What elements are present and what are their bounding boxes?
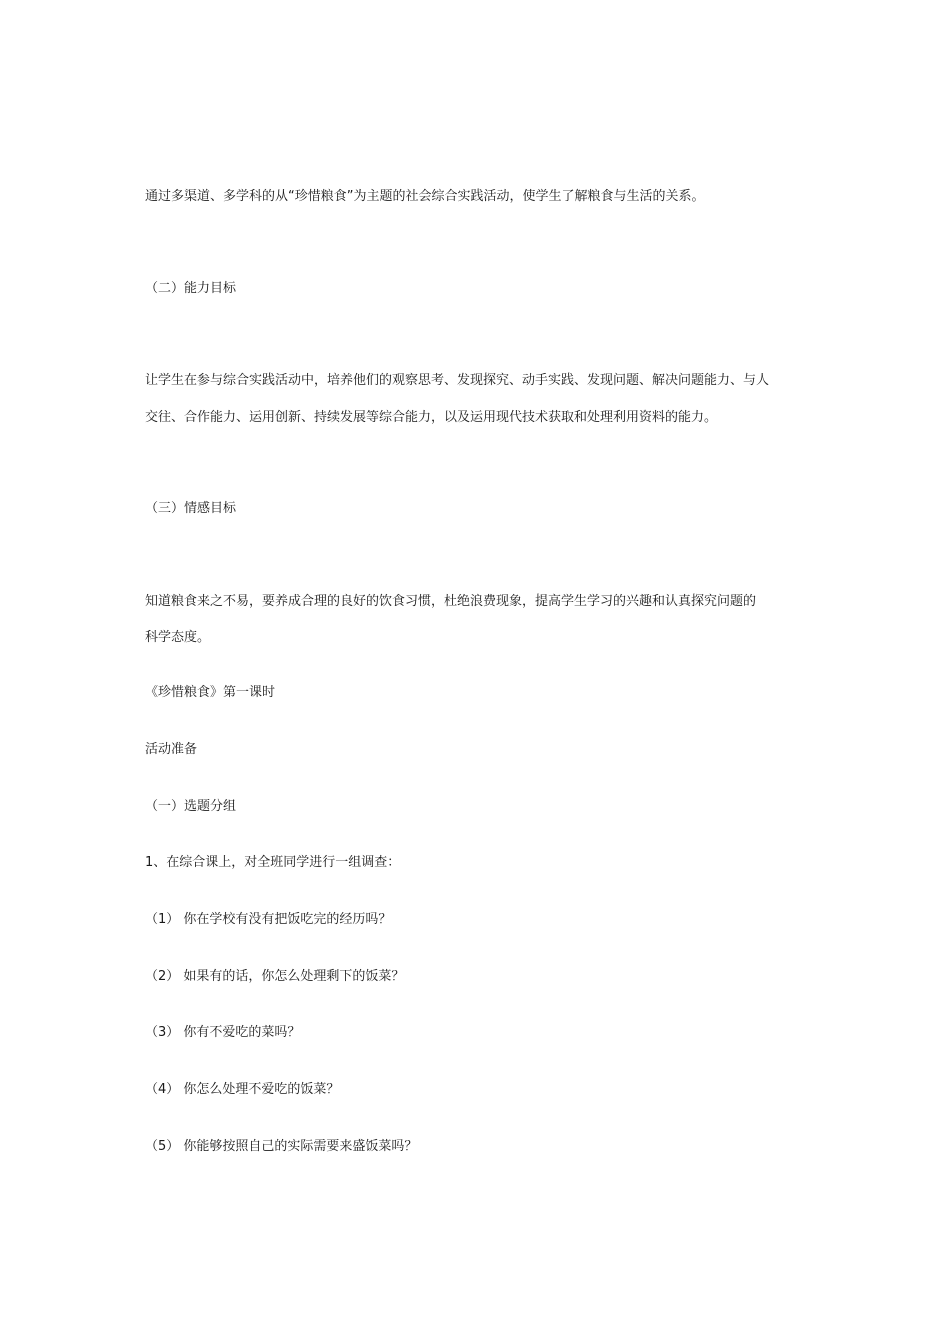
goal-knowledge-text: 通过多渠道、多学科的从“珍惜粮食”为主题的社会综合实践活动，使学生了解粮食与生活的关系。 [145,189,705,204]
emotion-goal-heading: （三）情感目标 [145,501,237,516]
survey-question-2: （2） 如果有的话，你怎么处理剩下的饭菜？ [145,969,405,984]
ability-goal-text-line-1: 让学生在参与综合实践活动中，培养他们的观察思考、发现探究、动手实践、发现问题、解决问题能力、与人 [145,373,770,388]
ability-goal-text-line-2: 交往、合作能力、运用创新、持续发展等综合能力，以及运用现代技术获取和处理利用资料的能力。 [145,410,718,425]
survey-intro: 1、在综合课上，对全班同学进行一组调查： [145,855,401,870]
ability-goal-heading: （二）能力目标 [145,281,237,296]
activity-prep-heading: 活动准备 [145,742,198,757]
emotion-goal-text-line-1: 知道粮食来之不易，要养成合理的良好的饮食习惯，杜绝浪费现象，提高学生学习的兴趣和认真探究问题的 [145,594,757,609]
survey-question-5: （5） 你能够按照自己的实际需要来盛饭菜吗？ [145,1139,418,1154]
survey-question-1: （1） 你在学校有没有把饭吃完的经历吗？ [145,912,392,927]
lesson-title: 《珍惜粮食》第一课时 [145,685,276,700]
emotion-goal-text-line-2: 科学态度。 [145,630,211,645]
survey-question-3: （3） 你有不爱吃的菜吗？ [145,1025,301,1040]
topic-grouping-heading: （一）选题分组 [145,799,237,814]
survey-question-4: （4） 你怎么处理不爱吃的饭菜？ [145,1082,340,1097]
